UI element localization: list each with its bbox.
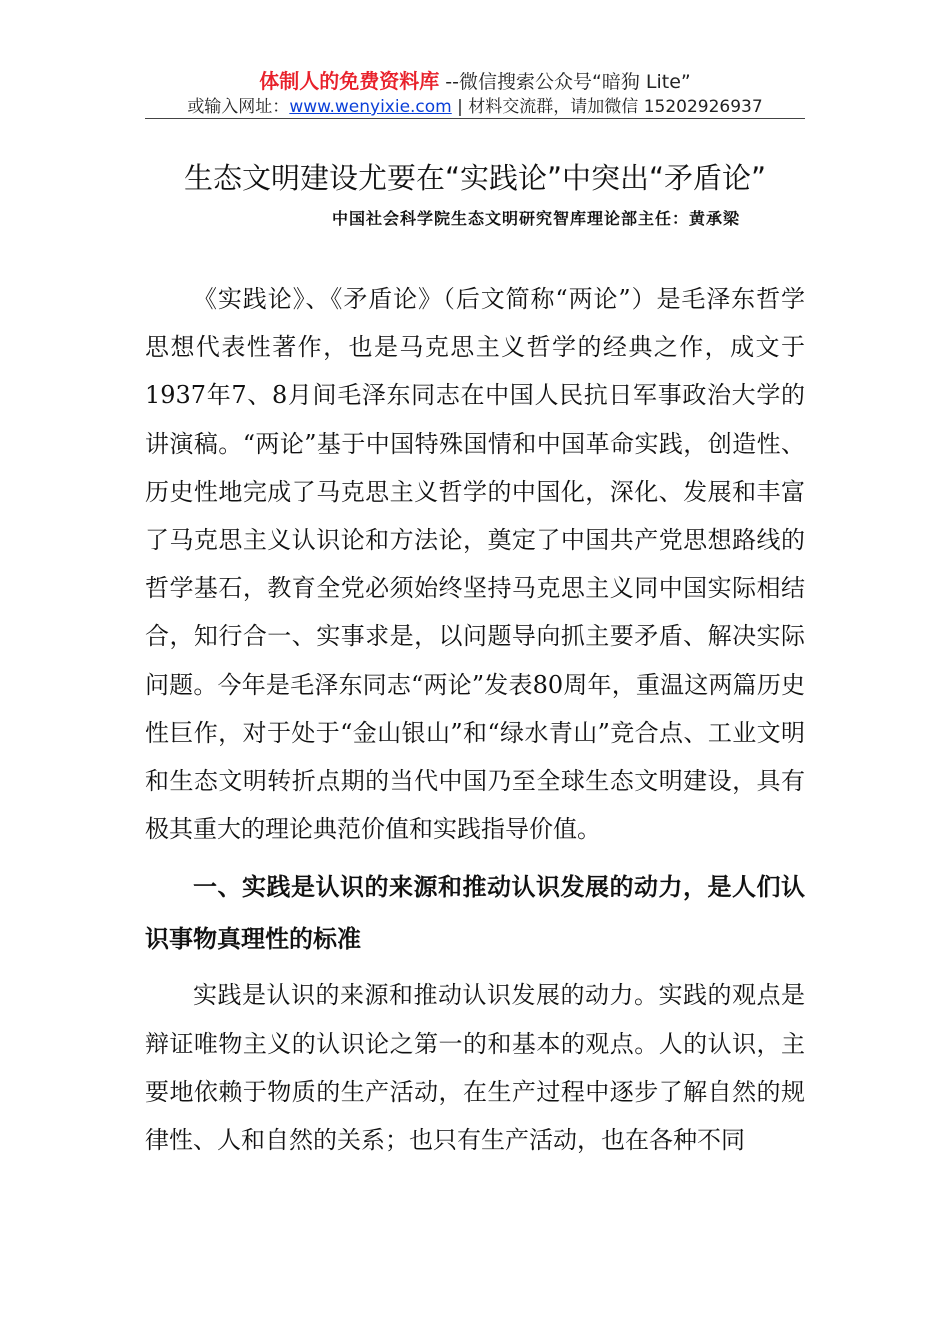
document-title: 生态文明建设尤要在“实践论”中突出“矛盾论” — [183, 161, 767, 195]
header-line-2 — [0, 95, 950, 119]
contact-text: | 材料交流群，请加微信 15202926937 — [451, 97, 763, 117]
paragraph-intro: 《实践论》、《矛盾论》（后文简称“两论”）是毛泽东哲学思想代表性著作，也是马克思主义哲学的经典之作，成文于1937年7、8月间毛泽东同志在中国人民抗日军事政治大学的讲演稿。“两论”基于中国特殊国情和中国革命实践，创造性、历史性地完成了马克思主义哲学的中国化，深化、发展和丰富了马克思主义认识论和方法论，奠定了中国共产党思想路线的哲学基石，教育全党必须始终坚持马克思主义同中国实际相结合，知行合一、实事求是，以问题导向抓主要矛盾、解决实际问题。今年是毛泽东同志“两论”发表80周年，重温这两篇历史性巨作，对于处于“金山银山”和“绿水青山”竞合点、工业文明和生态文明转折点期的当代中国乃至全球生态文明建设，具有极其重大的理论典范价值和实践指导价值。 — [145, 285, 805, 844]
website-link[interactable]: www.wenyixie.com — [289, 97, 452, 117]
paragraph-practice: 实践是认识的来源和推动认识发展的动力。实践的观点是辩证唯物主义的认识论之第一的和基本的观点。人的认识，主要地依赖于物质的生产活动，在生产过程中逐步了解自然的规律性、人和自然的关系；也只有生产活动，也在各种不同 — [145, 981, 805, 1155]
author-byline: 中国社会科学院生态文明研究智库理论部主任：黄承梁 — [331, 209, 740, 228]
header-tagline: --微信搜索公众号“暗狗 Lite” — [439, 71, 691, 93]
url-prefix: 或输入网址： — [187, 97, 290, 117]
header-line-1 — [0, 68, 950, 95]
document-body — [145, 275, 805, 1164]
section-heading-1: 一、实践是认识的来源和推动认识发展的动力，是人们认识事物真理性的标准 — [145, 873, 805, 954]
watermark-header — [0, 68, 950, 119]
brand-name: 体制人的免费资料库 — [259, 69, 440, 93]
header-divider — [145, 118, 805, 119]
